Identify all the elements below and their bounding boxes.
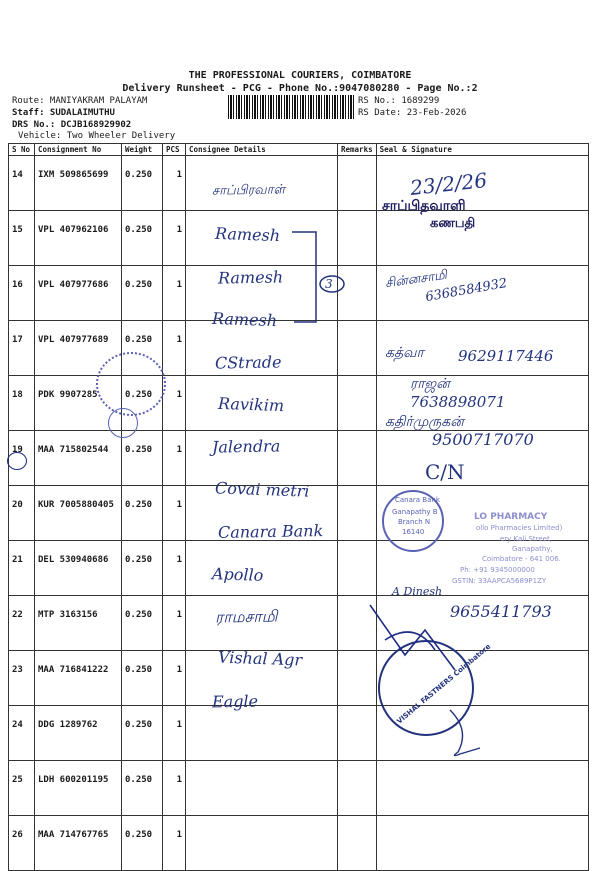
col-sno: S No: [9, 144, 35, 156]
row-pcs: 1: [163, 816, 186, 871]
signature-scribble: [365, 600, 475, 680]
row-consignment: MAA 716841222: [35, 651, 122, 706]
row-weight: 0.250: [122, 376, 163, 431]
row-sno: 15: [9, 211, 35, 266]
table-row: [9, 706, 589, 761]
row-pcs: 1: [163, 431, 186, 486]
pharmacy-stamp-title: LO PHARMACY: [474, 512, 548, 522]
handwritten-consignee: Eagle: [211, 691, 259, 712]
staff-label: Staff: SUDALAIMUTHU: [12, 108, 115, 118]
row-weight: 0.250: [122, 211, 163, 266]
bank-stamp-line3: Branch N: [398, 518, 431, 526]
row-pcs: 1: [163, 541, 186, 596]
signature-row21: C/N: [425, 460, 465, 484]
row-consignment: IXM 509865699: [35, 156, 122, 211]
fastners-stamp-text: VISHAL FASTNERS Coimbatore: [395, 642, 493, 726]
row-pcs: 1: [163, 376, 186, 431]
phone-row20: 9500717070: [432, 430, 534, 449]
signature-row18: கத்வா: [385, 345, 424, 361]
handwritten-consignee: ராமசாமி: [214, 606, 278, 627]
row-remarks: [338, 431, 377, 486]
bank-stamp-line2: Ganapathy B: [392, 508, 438, 516]
row-consignment: PDK 9907285: [35, 376, 122, 431]
row-remarks: [338, 706, 377, 761]
dispatch-stamp: [96, 352, 166, 416]
table-row: [9, 816, 589, 871]
pharmacy-stamp-line6: GSTIN: 33AAPCA5689P1ZY: [452, 577, 547, 585]
col-consignment: Consignment No: [35, 144, 122, 156]
pharmacy-stamp-line3: Ganapathy,: [512, 545, 553, 553]
row-consignment: VPL 407962106: [35, 211, 122, 266]
row-remarks: [338, 816, 377, 871]
row-pcs: 1: [163, 321, 186, 376]
row-consignment: MAA 714767765: [35, 816, 122, 871]
row-seal: [376, 761, 588, 816]
bracket-count: 3: [325, 277, 333, 291]
row-weight: 0.250: [122, 541, 163, 596]
row-sno: 16: [9, 266, 35, 321]
row-remarks: [338, 761, 377, 816]
row-consignment: MAA 715802544: [35, 431, 122, 486]
row-weight: 0.250: [122, 816, 163, 871]
row-pcs: 1: [163, 761, 186, 816]
row-remarks: [338, 156, 377, 211]
row-consignment: LDH 600201195: [35, 761, 122, 816]
row21-circle-mark: [7, 452, 27, 470]
row-weight: 0.250: [122, 321, 163, 376]
row-sno: 26: [9, 816, 35, 871]
row-consignment: KUR 7005880405: [35, 486, 122, 541]
row-weight: 0.250: [122, 761, 163, 816]
handwritten-consignee: Canara Bank: [217, 521, 324, 543]
row-sno: 20: [9, 486, 35, 541]
row-consignee: [186, 761, 338, 816]
phone-row24: 9655411793: [450, 602, 552, 621]
row-pcs: 1: [163, 156, 186, 211]
col-remarks: Remarks: [338, 144, 377, 156]
col-weight: Weight: [122, 144, 163, 156]
row-remarks: [338, 486, 377, 541]
company-title: THE PROFESSIONAL COURIERS, COIMBATORE: [188, 70, 412, 81]
name-stamp-line2: கணபதி: [430, 216, 476, 231]
handwritten-consignee: Ramesh: [211, 309, 278, 331]
row-sno: 25: [9, 761, 35, 816]
row-sno: 23: [9, 651, 35, 706]
signature-row20: கதிர்முருகன்: [385, 414, 464, 430]
row-weight: 0.250: [122, 486, 163, 541]
pharmacy-stamp-line1: ollo Pharmacies Limited): [476, 524, 563, 532]
row-pcs: 1: [163, 211, 186, 266]
row-pcs: 1: [163, 596, 186, 651]
row-consignment: DDG 1289762: [35, 706, 122, 761]
table-row: [9, 156, 589, 211]
signature-row19: ராஜன்: [410, 376, 450, 392]
row-seal: [376, 211, 588, 266]
row-consignee: [186, 706, 338, 761]
signature-row24: A Dinesh: [392, 585, 443, 598]
signature-scribble-bottom: [430, 700, 490, 760]
row-consignment: DEL 530940686: [35, 541, 122, 596]
row-seal: [376, 816, 588, 871]
row-weight: 0.250: [122, 156, 163, 211]
rs-number: RS No.: 1689299: [358, 96, 440, 106]
signature-row17: சின்னசாமி: [384, 267, 448, 292]
row-remarks: [338, 321, 377, 376]
pharmacy-stamp-line5: Ph: +91 9345000000: [460, 566, 535, 574]
col-pcs: PCS: [163, 144, 186, 156]
row-pcs: 1: [163, 486, 186, 541]
row-sno: 24: [9, 706, 35, 761]
handwritten-consignee: Ramesh: [214, 224, 281, 246]
row-consignment: VPL 407977689: [35, 321, 122, 376]
row-pcs: 1: [163, 706, 186, 761]
pharmacy-stamp-line4: Coimbatore - 641 006.: [482, 555, 561, 563]
barcode: [228, 95, 356, 119]
handwritten-consignee: Jalendra: [211, 436, 281, 457]
row-consignment: MTP 3163156: [35, 596, 122, 651]
col-seal: Seal & Signature: [376, 144, 588, 156]
handwritten-consignee: சாப்பிரவாள்: [211, 182, 286, 199]
row-consignment: VPL 407977686: [35, 266, 122, 321]
row-weight: 0.250: [122, 651, 163, 706]
table-row: [9, 761, 589, 816]
stamp-near-row20: [108, 408, 138, 438]
handwritten-consignee: Covai metri: [214, 478, 310, 501]
row-weight: 0.250: [122, 596, 163, 651]
rs-date: RS Date: 23-Feb-2026: [358, 108, 467, 118]
row-sno: 22: [9, 596, 35, 651]
phone-row18: 9629117446: [458, 347, 554, 365]
table-header-row: [9, 144, 589, 156]
row-weight: 0.250: [122, 431, 163, 486]
handwritten-consignee: Ravikim: [217, 393, 285, 416]
col-consignee: Consignee Details: [186, 144, 338, 156]
row-weight: 0.250: [122, 266, 163, 321]
phone-row17: 6368584932: [424, 275, 509, 306]
pharmacy-stamp-line2: ery Kali Street,: [500, 535, 552, 543]
row-sno: 17: [9, 321, 35, 376]
row-weight: 0.250: [122, 706, 163, 761]
row-remarks: [338, 376, 377, 431]
route-label: Route: MANIYAKRAM PALAYAM: [12, 96, 148, 106]
phone-row19: 7638898071: [410, 393, 506, 411]
handwritten-consignee: Vishal Agr: [217, 647, 303, 670]
row-sno: 21: [9, 541, 35, 596]
bank-stamp-line1: Canara Bank: [395, 496, 440, 504]
row-sno: 14: [9, 156, 35, 211]
row-pcs: 1: [163, 266, 186, 321]
row-sno: 19: [9, 431, 35, 486]
row-remarks: [338, 541, 377, 596]
signature-date: 23/2/26: [408, 168, 489, 200]
row-pcs: 1: [163, 651, 186, 706]
handwritten-consignee: Ramesh: [217, 267, 284, 288]
handwritten-consignee: Apollo: [211, 563, 264, 585]
vehicle-label: Vehicle: Two Wheeler Delivery: [18, 131, 176, 141]
bracket-mark: [290, 226, 350, 326]
row-consignee: [186, 816, 338, 871]
runsheet-subtitle: Delivery Runsheet - PCG - Phone No.:9047080280 - Page No.:2: [122, 83, 478, 94]
row-sno: 18: [9, 376, 35, 431]
drs-label: DRS No.: DCJB168929902: [12, 120, 132, 130]
handwritten-consignee: CStrade: [214, 352, 282, 373]
bank-stamp-line4: 16140: [402, 528, 425, 536]
name-stamp-line1: சாப்பிதவாளி: [382, 198, 466, 214]
